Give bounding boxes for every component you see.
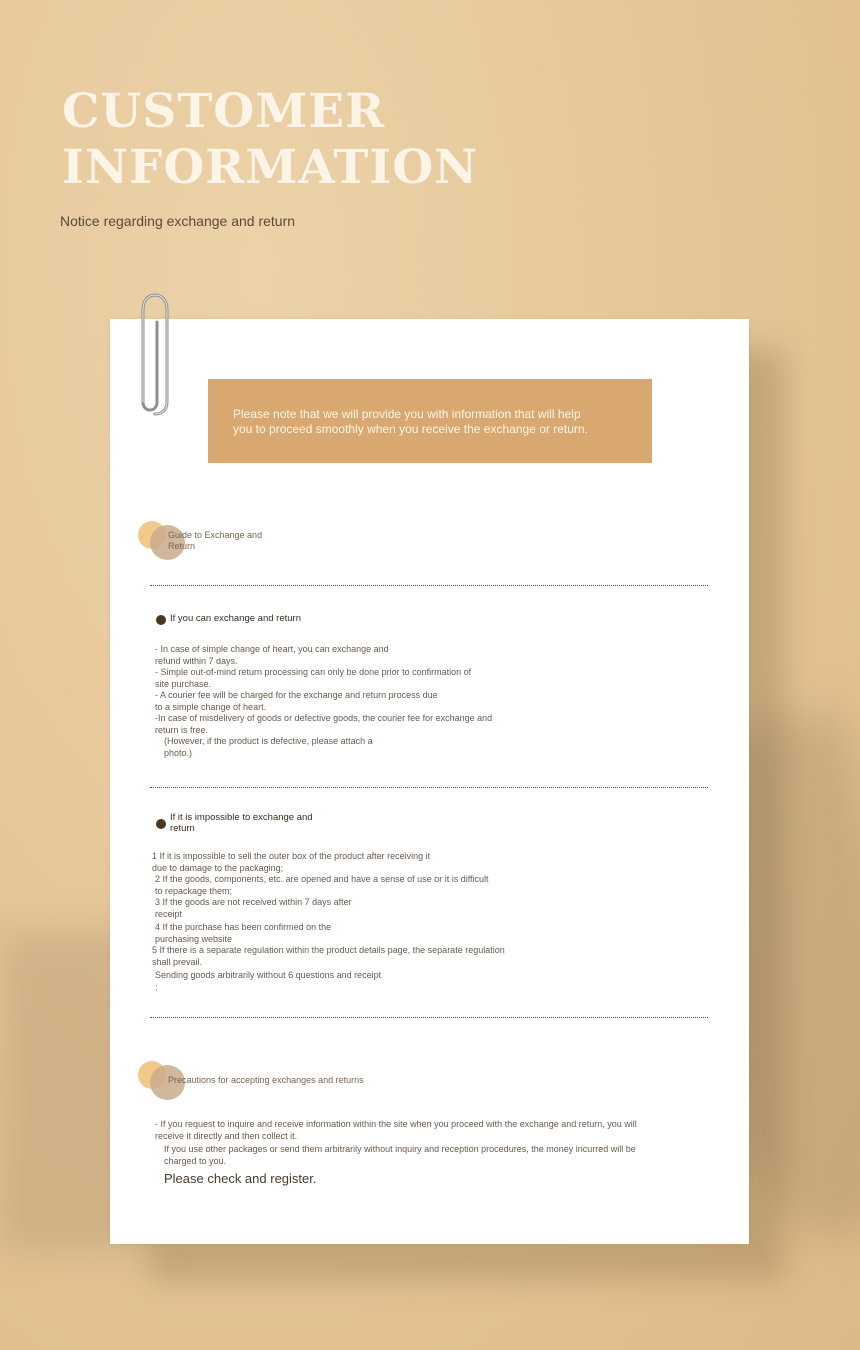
body-line: (However, if the product is defective, please attach a [164,736,373,746]
paperclip-icon [130,292,180,418]
body-line: - A courier fee will be charged for the exchange and return process due [155,690,438,700]
body-line: due to damage to the packaging; [152,862,284,873]
section-cannot-body [152,851,505,993]
body-line: If you use other packages or send them arbitrarily without inquiry and reception procedures, the money incurred will be [164,1144,636,1154]
body-line: - If you request to inquire and receive information within the site when you proceed with the exchange and return, you will [155,1119,637,1129]
notice-text-line1: Please note that we will provide you with information that will help [233,407,581,421]
page-title [62,84,478,196]
body-line: refund within 7 days. [155,655,238,666]
body-line: 1 If it is impossible to sell the outer box of the product after receiving it [152,851,431,861]
page-title-line2: INFORMATION [62,140,479,195]
body-line: -In case of misdelivery of goods or defective goods, the courier fee for exchange and [155,713,493,723]
precautions-body [155,1119,637,1167]
notice-text-line2: you to proceed smoothly when you receive the exchange or return. [233,422,588,436]
guide-heading-label: Guide to Exchange and Return [168,530,263,551]
body-line: 5 If there is a separate regulation within the product details page, the separate regulation [152,945,505,955]
body-line: purchasing website [155,933,233,944]
dotted-divider [150,1017,708,1018]
body-line: ; [155,981,158,992]
body-line: 3 If the goods are not received within 7 days after [155,897,352,907]
body-line: site purchase. [155,678,212,689]
info-paper: Please note that we will provide you with information that will help you to proceed smoothly when you receive the exchange or return. Guide to Exchange and Return If you can exchange and return - In case of simple change of heart, you can exchange and refund within 7 days. - Simple out-of-mind return processing can only be done prior to confirmation of site purchase. - A courier fee will be charged for the exchange and return process due to a simple change of heart. -In case of misdelivery of goods or defective goods, the courier fee for exchange and return is free. (However, if the product is defective, please attach a photo.) If it is impossible to exchange and return 1 If it is impossible to sell the outer box of the product after receiving it due to damage to the packaging; 2 If the goods, components, etc. are opened and have a sense of use or it is difficult to repackage them; 3 If the goods are not received within 7 days after receipt 4 If the purchase has been confirmed on the purchasing website 5 If there is a separate regulation within the product details page, the separate regulation shall prevail. Sending goods arbitrarily without 6 questions and receipt ; Precautions for accepting exchanges and returns - If you request to inquire and receive information within the site when you proceed with the exchange and return, you will receive it directly and then collect it. If you use other packages or send them arbitrarily without inquiry and reception procedures, the money incurred will be charged to you. Please check and register. [110,319,749,1244]
bullet-dot [156,819,166,829]
body-line: 2 If the goods, components, etc. are opened and have a sense of use or it is difficult [155,874,489,884]
body-line: 4 If the purchase has been confirmed on the [155,922,332,932]
dotted-divider [150,585,708,586]
section-can-body [155,644,492,759]
body-line: to a simple change of heart. [155,701,267,712]
notice-banner [208,379,652,463]
closing-note: Please check and register. [164,1171,317,1186]
body-line: photo.) [164,747,193,758]
page-title-line1: CUSTOMER [62,84,386,139]
dotted-divider [150,787,708,788]
body-line: receive it directly and then collect it. [155,1130,298,1141]
body-line: to repackage them; [155,885,233,896]
body-line: charged to you. [164,1155,227,1166]
body-line: - Simple out-of-mind return processing can only be done prior to confirmation of [155,667,472,677]
body-line: - In case of simple change of heart, you can exchange and [155,644,389,654]
body-line: Sending goods arbitrarily without 6 questions and receipt [155,970,382,980]
body-line: return is free. [155,724,209,735]
body-line: shall prevail. [152,956,203,967]
page-subtitle: Notice regarding exchange and return [60,213,296,229]
body-line: receipt [155,908,183,919]
bullet-dot [156,615,166,625]
